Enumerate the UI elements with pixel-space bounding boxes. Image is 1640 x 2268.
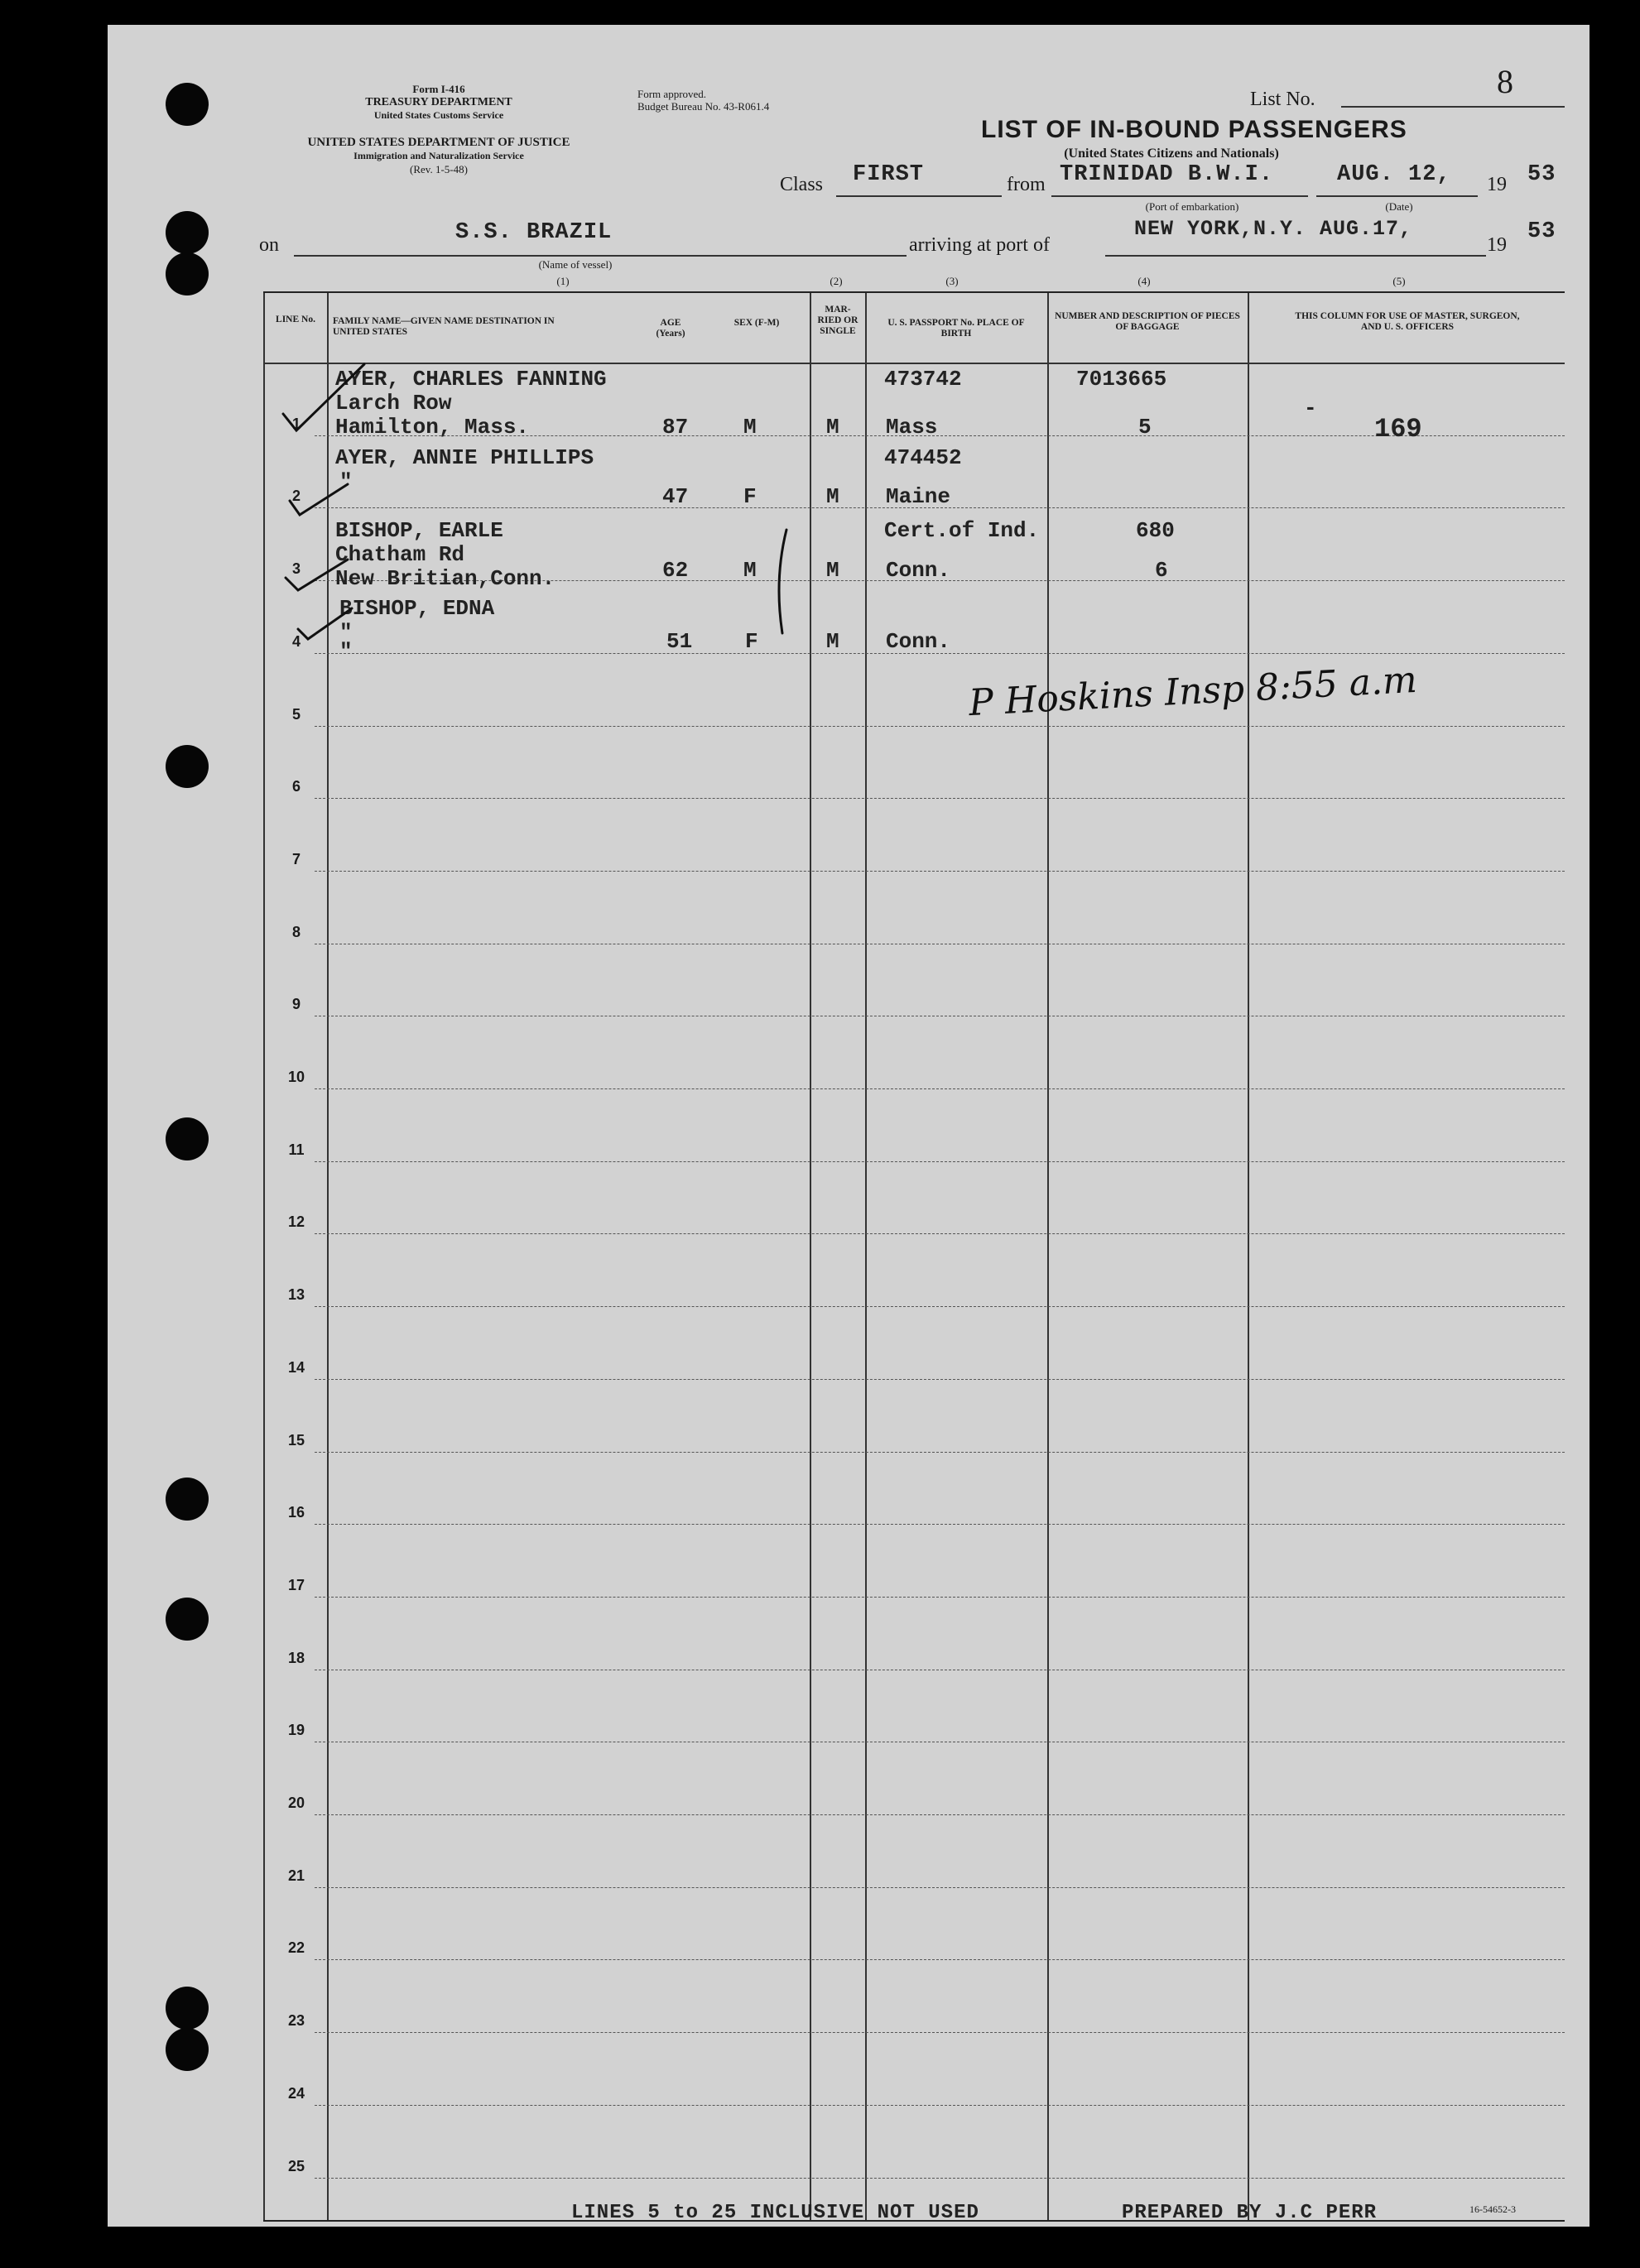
passenger-passport: 473742 [884,367,962,392]
passenger-married: M [826,415,839,440]
header-age: AGE (Years) [656,318,685,339]
passenger-baggage-pieces: 5 [1138,415,1152,440]
check-mark-1 [283,364,364,430]
passenger-sex: F [743,484,757,509]
row-number: 13 [287,1286,305,1304]
footer-prepared-by: PREPARED BY J.C PERR [1122,2202,1378,2224]
revision-date: (Rev. 1-5-48) [410,163,468,175]
passenger-name: AYER, ANNIE PHILLIPS [335,445,594,470]
header-officers: THIS COLUMN FOR USE OF MASTER, SURGEON, AND U. S. OFFICERS [1295,311,1520,332]
footer-unused-note: LINES 5 to 25 INCLUSIVE NOT USED [571,2202,979,2224]
date-caption: (Date) [1385,200,1413,213]
form-number: Form I-416 [412,83,465,95]
header-line-no: LINE No. [276,315,315,324]
immigration-service: Immigration and Naturalization Service [353,150,524,161]
arriving-label: arriving at port of [909,234,1050,256]
passenger-passport: 474452 [884,445,962,470]
treasury-department: TREASURY DEPARTMENT [365,96,512,108]
passenger-age: 47 [662,484,689,509]
arrival-year-prefix: 19 [1487,234,1507,256]
row-number: 7 [291,850,301,867]
row-number: 10 [287,1069,305,1085]
col-number-4: (4) [1137,275,1151,287]
row-number: 5 [291,705,301,723]
row-number: 18 [287,1649,305,1666]
passenger-birthplace: Conn. [886,629,951,654]
passenger-married: M [826,629,839,654]
footer-print-code: 16-54652-3 [1469,2203,1516,2215]
arrival-port: NEW YORK,N.Y. AUG.17, [1134,217,1413,241]
passenger-address-1: Chatham Rd [335,542,465,567]
class-value: FIRST [853,162,925,187]
row-number: 20 [287,1795,305,1811]
passenger-birthplace: Mass [886,415,938,440]
passenger-age: 87 [662,415,689,440]
row-number: 3 [291,560,301,578]
row-number: 12 [287,1213,305,1231]
passenger-sex: M [743,558,757,583]
inspector-signature: P Hoskins Insp 8:55 a.m [968,658,1418,725]
passenger-passport: Cert.of Ind. [884,518,1040,543]
passenger-address-2: Hamilton, Mass. [335,415,530,440]
on-label: on [259,234,279,256]
form-approved: Form approved. [637,88,707,100]
from-label: from [1007,174,1046,195]
passenger-name: BISHOP, EDNA [339,596,495,621]
embarkation-year-prefix: 19 [1487,174,1507,195]
col-number-5: (5) [1392,275,1406,287]
passenger-baggage-number: 7013665 [1076,367,1167,392]
row-number: 6 [291,778,301,795]
row-number: 4 [291,632,301,650]
header-passport: U. S. PASSPORT No. PLACE OF BIRTH [887,318,1025,339]
row-number: 21 [287,1867,305,1884]
passenger-birthplace: Maine [886,484,951,509]
list-number: 8 [1497,63,1513,100]
passenger-address-2: New Britian,Conn. [335,566,555,591]
row-number: 23 [287,2012,305,2030]
row-number: 15 [287,1431,305,1449]
row-number: 1 [291,415,301,432]
passenger-married: M [826,558,839,583]
row-number: 16 [287,1504,305,1521]
row-number: 25 [287,2157,305,2174]
col-number-3: (3) [945,275,959,287]
passenger-sex: F [745,629,758,654]
page-subtitle: (United States Citizens and Nationals) [1064,147,1279,161]
header-name: FAMILY NAME—GIVEN NAME DESTINATION IN UNITED STATES [333,316,555,337]
passenger-address-2: " [339,469,353,494]
class-label: Class [780,174,824,195]
check-mark-3 [286,560,348,590]
passenger-sex: M [743,415,757,440]
page-title: LIST OF IN-BOUND PASSENGERS [981,116,1407,143]
col-number-2: (2) [830,275,843,287]
officer-note: 169 [1374,414,1422,444]
embarkation-year: 53 [1527,162,1556,187]
header-baggage: NUMBER AND DESCRIPTION OF PIECES OF BAGGAGE [1055,311,1240,332]
officer-dash: - [1304,396,1317,420]
vessel-name: S.S. BRAZIL [455,220,613,245]
passenger-baggage-number: 680 [1136,518,1175,543]
row-number: 9 [291,996,301,1013]
arrival-year: 53 [1527,219,1556,244]
justice-department: UNITED STATES DEPARTMENT OF JUSTICE [307,136,570,149]
check-mark-4 [298,608,352,639]
passenger-age: 51 [666,629,693,654]
passenger-address-1: Larch Row [335,391,452,416]
col-number-1: (1) [556,275,570,287]
row-number: 11 [288,1141,305,1158]
passenger-name: BISHOP, EARLE [335,518,503,543]
customs-service: United States Customs Service [373,109,504,121]
row-number: 8 [291,923,301,940]
header-sex: SEX (F-M) [733,318,780,328]
embarkation-date: AUG. 12, [1337,162,1451,187]
row-number: 2 [291,488,301,505]
passenger-address-1: " [339,620,353,645]
budget-bureau: Budget Bureau No. 43-R061.4 [637,100,770,113]
passenger-name: AYER, CHARLES FANNING [335,367,607,392]
passenger-married: M [826,484,839,509]
passenger-address-2: " [339,639,353,664]
row-number: 17 [287,1576,305,1593]
check-mark-2 [290,484,348,515]
bracket-line [779,530,786,633]
row-number: 22 [287,1939,305,1957]
header-married: MAR- RIED OR SINGLE [817,305,858,336]
row-number: 24 [287,2084,305,2102]
passenger-birthplace: Conn. [886,558,951,583]
embarkation-port: TRINIDAD B.W.I. [1060,162,1274,187]
passenger-baggage-pieces: 6 [1155,558,1168,583]
port-embarkation-caption: (Port of embarkation) [1145,200,1239,213]
vessel-caption: (Name of vessel) [538,258,613,271]
list-no-label: List No. [1250,89,1315,110]
row-number: 14 [287,1358,305,1376]
row-number: 19 [287,1722,305,1739]
passenger-age: 62 [662,558,689,583]
